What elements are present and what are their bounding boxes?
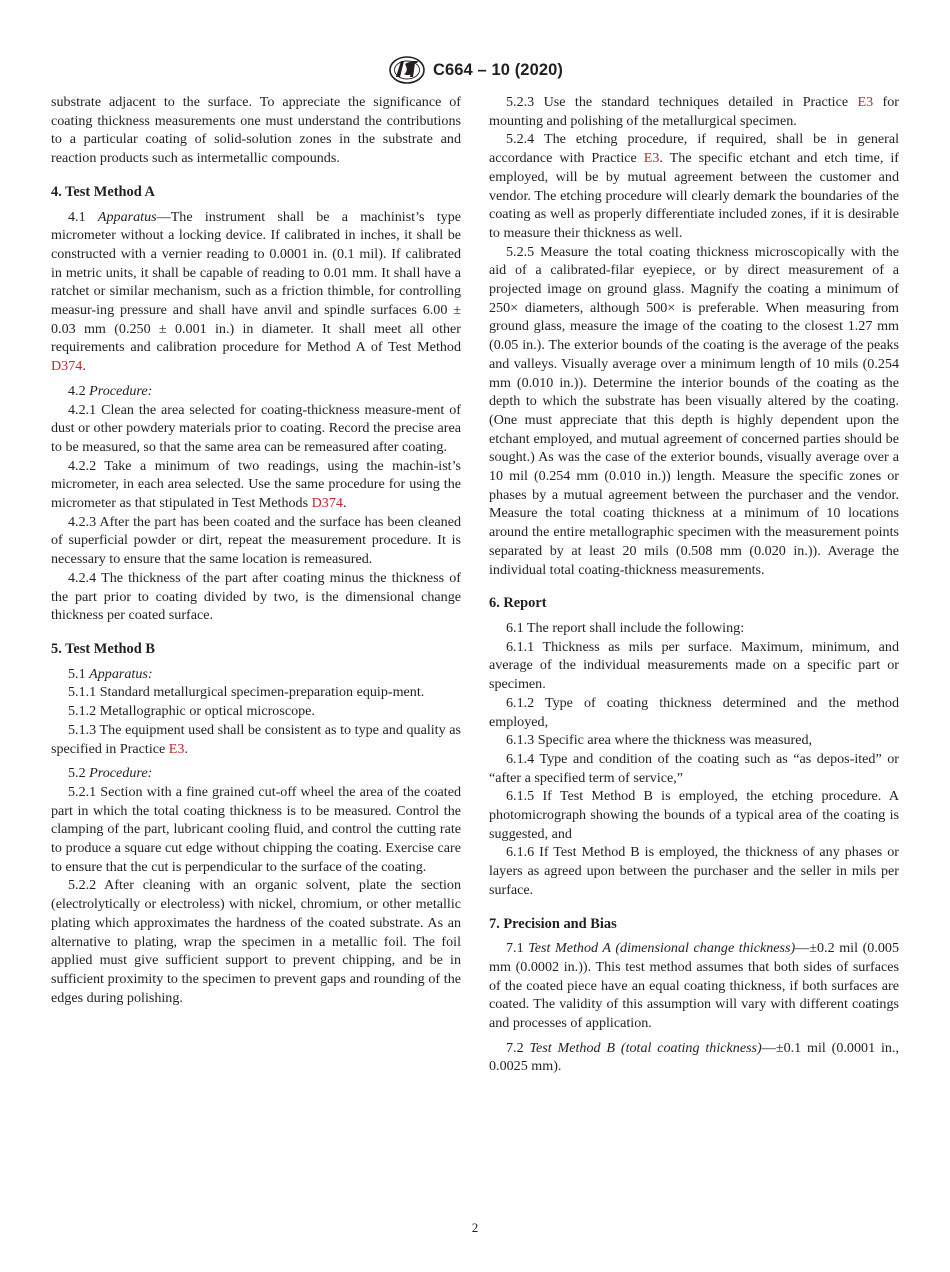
para-5-1-2: 5.1.2 Metallographic or optical microscope. xyxy=(68,703,315,720)
para-6-1-5: 6.1.5 If Test Method B is employed, the etching procedure. A photomicrograph showing the bounds of a typical area of the coating is suggested, and xyxy=(489,788,899,842)
para-5-2-2: 5.2.2 After cleaning with an organic solvent, plate the section (electrolytically or electroless) with nickel, chromium, or other metallic plating which approximates the hardness of the coated substrate. As an alternative to plating, wrap the specimen in a metallic foil. The foil applied must give sufficient support to prevent chipping, and be in sufficient proximity to the specimen to prevent gaps and rounding of the edges during polishing. xyxy=(51,877,461,1006)
para-5-2-4: 5.2.4 The etching procedure, if required, shall be in general accordance with Practice E3. The specific etchant and etch time, if employed, will be by mutual agreement between the customer and vendor. The etching procedure will clearly demark the boundaries of the coating as well as properly differentiate included zones, if it is desirable to measure their thickness as well. xyxy=(489,131,899,241)
page-header xyxy=(0,55,950,85)
para-4-2-1: 4.2.1 Clean the area selected for coating-thickness measure-ment of dust or other powdery materials prior to coating. Record the precise area to be measured, so that the same area can be remeasured after coating. xyxy=(51,401,461,455)
para-6-1-3: 6.1.3 Specific area where the thickness was measured, xyxy=(506,732,813,749)
right-column xyxy=(489,93,899,1076)
link-e3[interactable]: E3 xyxy=(168,740,185,757)
para-5-1-1: 5.1.1 Standard metallurgical specimen-preparation equip-ment. xyxy=(68,684,425,701)
section-7-heading: 7. Precision and Bias xyxy=(489,915,617,932)
astm-logo-icon xyxy=(387,55,427,85)
para-6-1-6: 6.1.6 If Test Method B is employed, the thickness of any phases or layers as agreed upon between the purchaser and the seller in mils per surface. xyxy=(489,844,899,898)
para-6-1-2: 6.1.2 Type of coating thickness determined and the method employed, xyxy=(489,694,899,730)
para-4-2: 4.2 Procedure: xyxy=(68,382,153,399)
para-5-2: 5.2 Procedure: xyxy=(68,765,153,782)
link-e3[interactable]: E3 xyxy=(643,150,660,167)
para-4-2-2: 4.2.2 Take a minimum of two readings, using the machin-ist’s micrometer, in each area selected. Use the same procedure for using the micrometer as that stipulated in Test Methods D374. xyxy=(51,457,461,512)
para-5-2-3: 5.2.3 Use the standard techniques detailed in Practice E3 for mounting and polishing of the metallurgical specimen. xyxy=(489,94,899,129)
para-4-2-3: 4.2.3 After the part has been coated and the surface has been cleaned of superficial powder or dirt, repeat the measurement procedure. It is necessary to ensure that the same location is remeasured. xyxy=(51,513,461,568)
para-4-1: 4.1 Apparatus—The instrument shall be a machinist’s type micrometer without a locking device. If calibrated in inches, it shall be constructed with a vernier reading to 0.0001 in. (0.1 mil). If calibrated in metric units, it shall be capable of reading to 0.01 mm. It shall have a ratchet or similar mechanism, such as a friction thimble, for controlling measur-ing pressure and shall have anvil and spindle surfaces 6.00 ± 0.03 mm (0.250 ± 0.001 in.) in diameter. It shall meet all other requirements and calibration procedure for Method A of Test Method D374. xyxy=(51,208,462,375)
page-number: 2 xyxy=(471,1220,479,1235)
para-5-2-5: 5.2.5 Measure the total coating thickness microscopically with the aid of a calibrated-filar eyepiece, or by direct measurement of a projected image on ground glass. Magnify the coating a minimum of 250× diameters, although 500× is preferable. When measuring from ground glass, measure the image of the coating to the closest 1.27 mm (0.05 in.). The exterior bounds of the coating is the average of the peaks and valleys. Visually average over a minimum length of 10 mils (0.254 mm (0.010 in.)). Determine the interior bounds of the coating as the depth to which the substrate has been visually altered by the coating. (One must appreciate that this depth is highly dependent upon the etchant employed, and mutual agreement of concerned parties should be sought.) As was the case of the exterior bounds, visually average over a 10 mil (0.254 mm (0.010 in.)) length. Measure the specific zones or phases by a mutual agreement between the purchaser and the vendor. Measure the total coating thickness at a minimum of 10 locations around the entire metallographic specimen with the measurement points separated by at least 20 mils (0.508 mm (0.020 in.)). Average the individual total coating-thickness measurements. xyxy=(489,243,899,578)
link-e3[interactable]: E3 xyxy=(857,94,874,110)
intro-paragraph: substrate adjacent to the surface. To appreciate the significance of coating thickness measurements one must understand the contributions to a particular coating of solid-solution zones in the substrate and reaction products such as intermetallic compounds. xyxy=(51,94,461,167)
para-6-1: 6.1 The report shall include the following: xyxy=(506,619,745,636)
para-7-1: 7.1 Test Method A (dimensional change thickness)—±0.2 mil (0.005 mm (0.0002 in.)). This test method assumes that both sides of surfaces of the coated piece have an equal coating thickness, if both surfaces are coated. The validity of this assumption will vary with different coatings and processes of application. xyxy=(489,940,899,1032)
section-6-heading: 6. Report xyxy=(489,595,547,612)
standard-designation: C664 – 10 (2020) xyxy=(432,60,564,79)
para-6-1-1: 6.1.1 Thickness as mils per surface. Maximum, minimum, and average of the individual measurements made on a specific part or specimen. xyxy=(489,638,899,693)
left-column xyxy=(51,93,461,1007)
para-5-2-1: 5.2.1 Section with a fine grained cut-off wheel the area of the coated part in which the total coating thickness is to be measured. Control the clamping of the part, lubricant cooling fluid, and control the cutting rate to produce a square cut edge without chipping the coating. Exercise care to ensure that the cut is perpendicular to the surface of the coating. xyxy=(51,783,461,875)
para-4-2-4: 4.2.4 The thickness of the part after coating minus the thickness of the part prior to coating divided by two, is the dimensional change thickness per coated surface. xyxy=(51,569,461,624)
section-5-heading: 5. Test Method B xyxy=(51,640,155,657)
section-4-heading: 4. Test Method A xyxy=(51,183,155,200)
para-6-1-4: 6.1.4 Type and condition of the coating such as “as depos-ited” or “after a specified term of service,” xyxy=(489,750,899,786)
para-5-1-3: 5.1.3 The equipment used shall be consistent as to type and quality as specified in Practice E3. xyxy=(51,721,461,757)
link-d374[interactable]: D374 xyxy=(51,358,83,375)
link-d374[interactable]: D374 xyxy=(311,495,343,512)
para-7-2: 7.2 Test Method B (total coating thickness)—±0.1 mil (0.0001 in., 0.0025 mm). xyxy=(489,1039,899,1075)
para-5-1: 5.1 Apparatus: xyxy=(68,665,153,682)
